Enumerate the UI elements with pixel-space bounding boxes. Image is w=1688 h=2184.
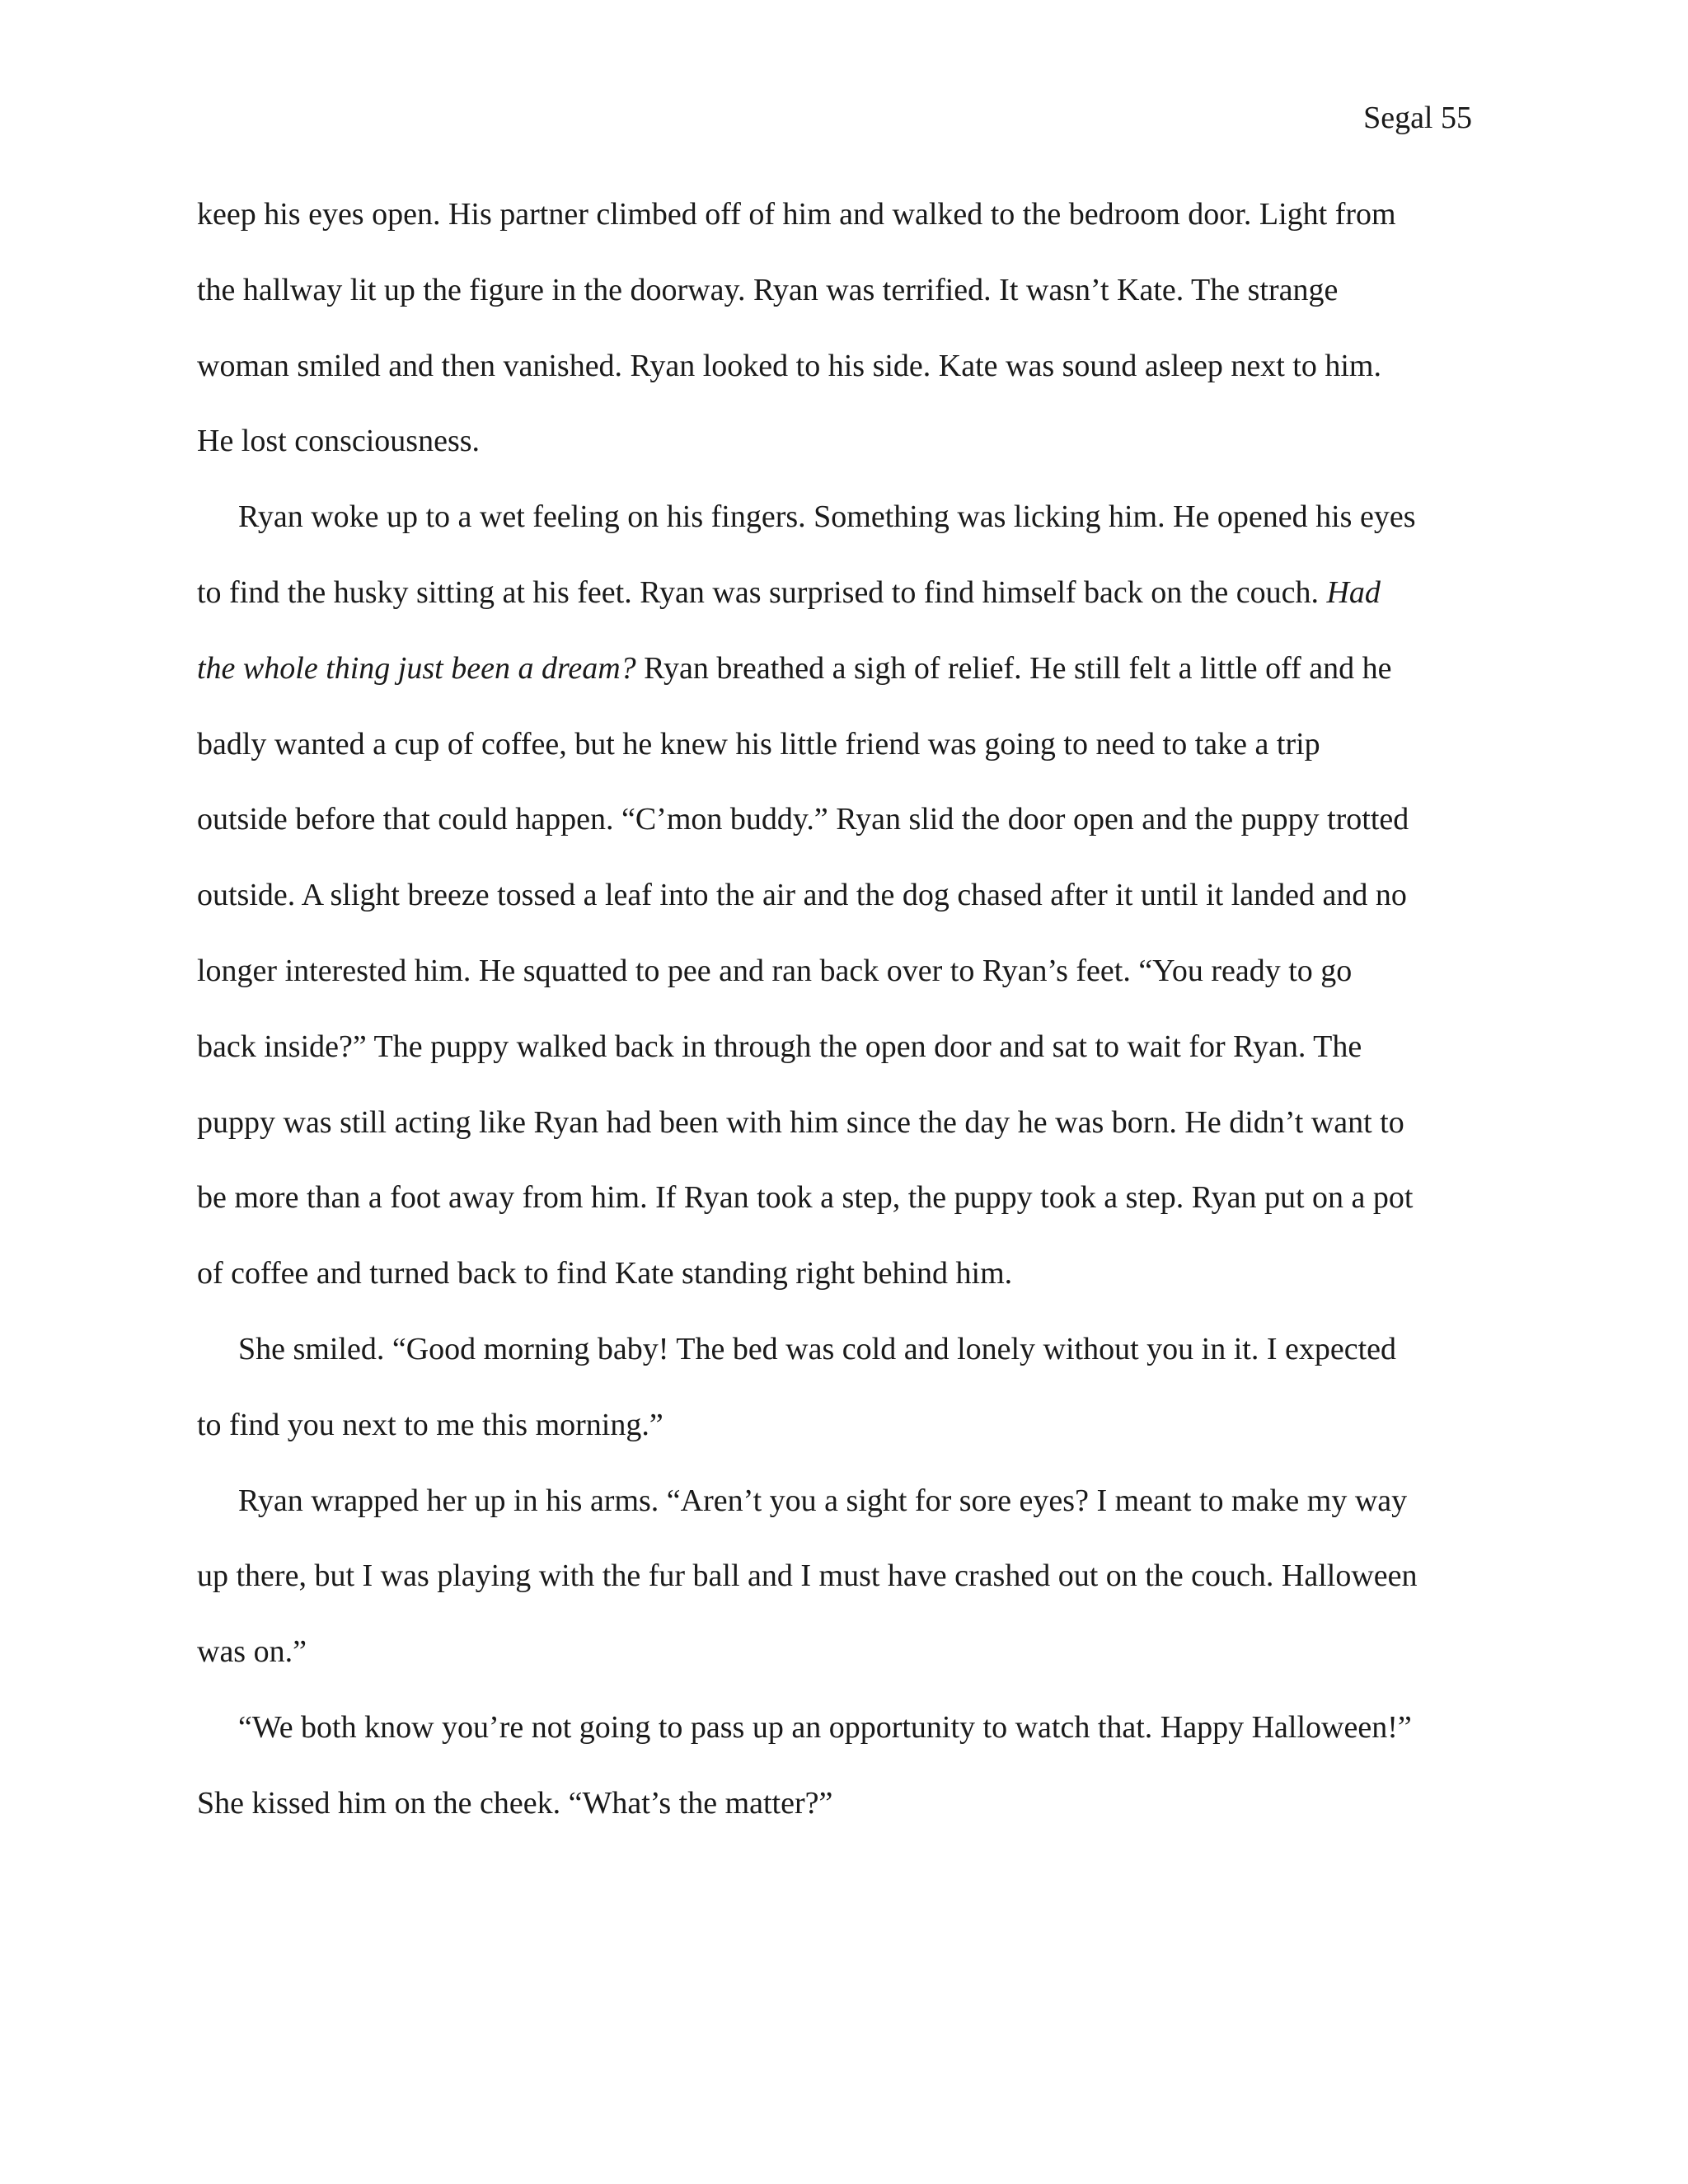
text-line: He lost consciousness.: [197, 424, 481, 459]
text-line: of coffee and turned back to find Kate standing right behind him.: [197, 1256, 1013, 1291]
manuscript-body: [197, 194, 1483, 1858]
header-page-number: 55: [1441, 101, 1472, 135]
italic-text: Had: [1326, 574, 1381, 610]
text-line: She kissed him on the cheek. “What’s the matter?”: [197, 1785, 833, 1821]
text-line: outside before that could happen. “C’mon buddy.” Ryan slid the door open and the puppy trotted: [197, 802, 1409, 837]
paragraph-first-line: “We both know you’re not going to pass up an opportunity to watch that. Happy Halloween!”: [238, 1709, 1412, 1745]
text-line: the hallway lit up the figure in the doorway. Ryan was terrified. It wasn’t Kate. The strange: [197, 272, 1339, 307]
text-line: to find you next to me this morning.”: [197, 1407, 663, 1442]
text-line: back inside?” The puppy walked back in through the open door and sat to wait for Ryan. The: [197, 1029, 1362, 1064]
text-line: keep his eyes open. His partner climbed off of him and walked to the bedroom door. Light from: [197, 197, 1396, 232]
text-line: badly wanted a cup of coffee, but he knew his little friend was going to need to take a trip: [197, 726, 1320, 762]
italic-text: the whole thing just been a dream?: [197, 650, 636, 686]
text-line: to find the husky sitting at his feet. Ryan was surprised to find himself back on the couch. Had: [197, 574, 1381, 610]
text-line: outside. A slight breeze tossed a leaf into the air and the dog chased after it until it landed and no: [197, 878, 1407, 913]
paragraph-first-line: She smiled. “Good morning baby! The bed was cold and lonely without you in it. I expected: [238, 1331, 1397, 1366]
text-line: puppy was still acting like Ryan had been with him since the day he was born. He didn’t want to: [197, 1104, 1404, 1140]
paragraph-first-line: Ryan woke up to a wet feeling on his fingers. Something was licking him. He opened his eyes: [238, 499, 1416, 535]
header-author: Segal: [1363, 101, 1433, 135]
text-line: up there, but I was playing with the fur ball and I must have crashed out on the couch. Halloween: [197, 1558, 1418, 1594]
text-line: be more than a foot away from him. If Ryan took a step, the puppy took a step. Ryan put on a pot: [197, 1180, 1414, 1216]
running-header: [1363, 97, 1472, 138]
text-line: the whole thing just been a dream? Ryan breathed a sigh of relief. He still felt a little off and he: [197, 650, 1392, 686]
text-line: longer interested him. He squatted to pee and ran back over to Ryan’s feet. “You ready to go: [197, 953, 1353, 988]
text-line: woman smiled and then vanished. Ryan looked to his side. Kate was sound asleep next to him.: [197, 348, 1381, 383]
text-line: was on.”: [197, 1634, 307, 1670]
paragraph-first-line: Ryan wrapped her up in his arms. “Aren’t you a sight for sore eyes? I meant to make my way: [238, 1483, 1408, 1518]
